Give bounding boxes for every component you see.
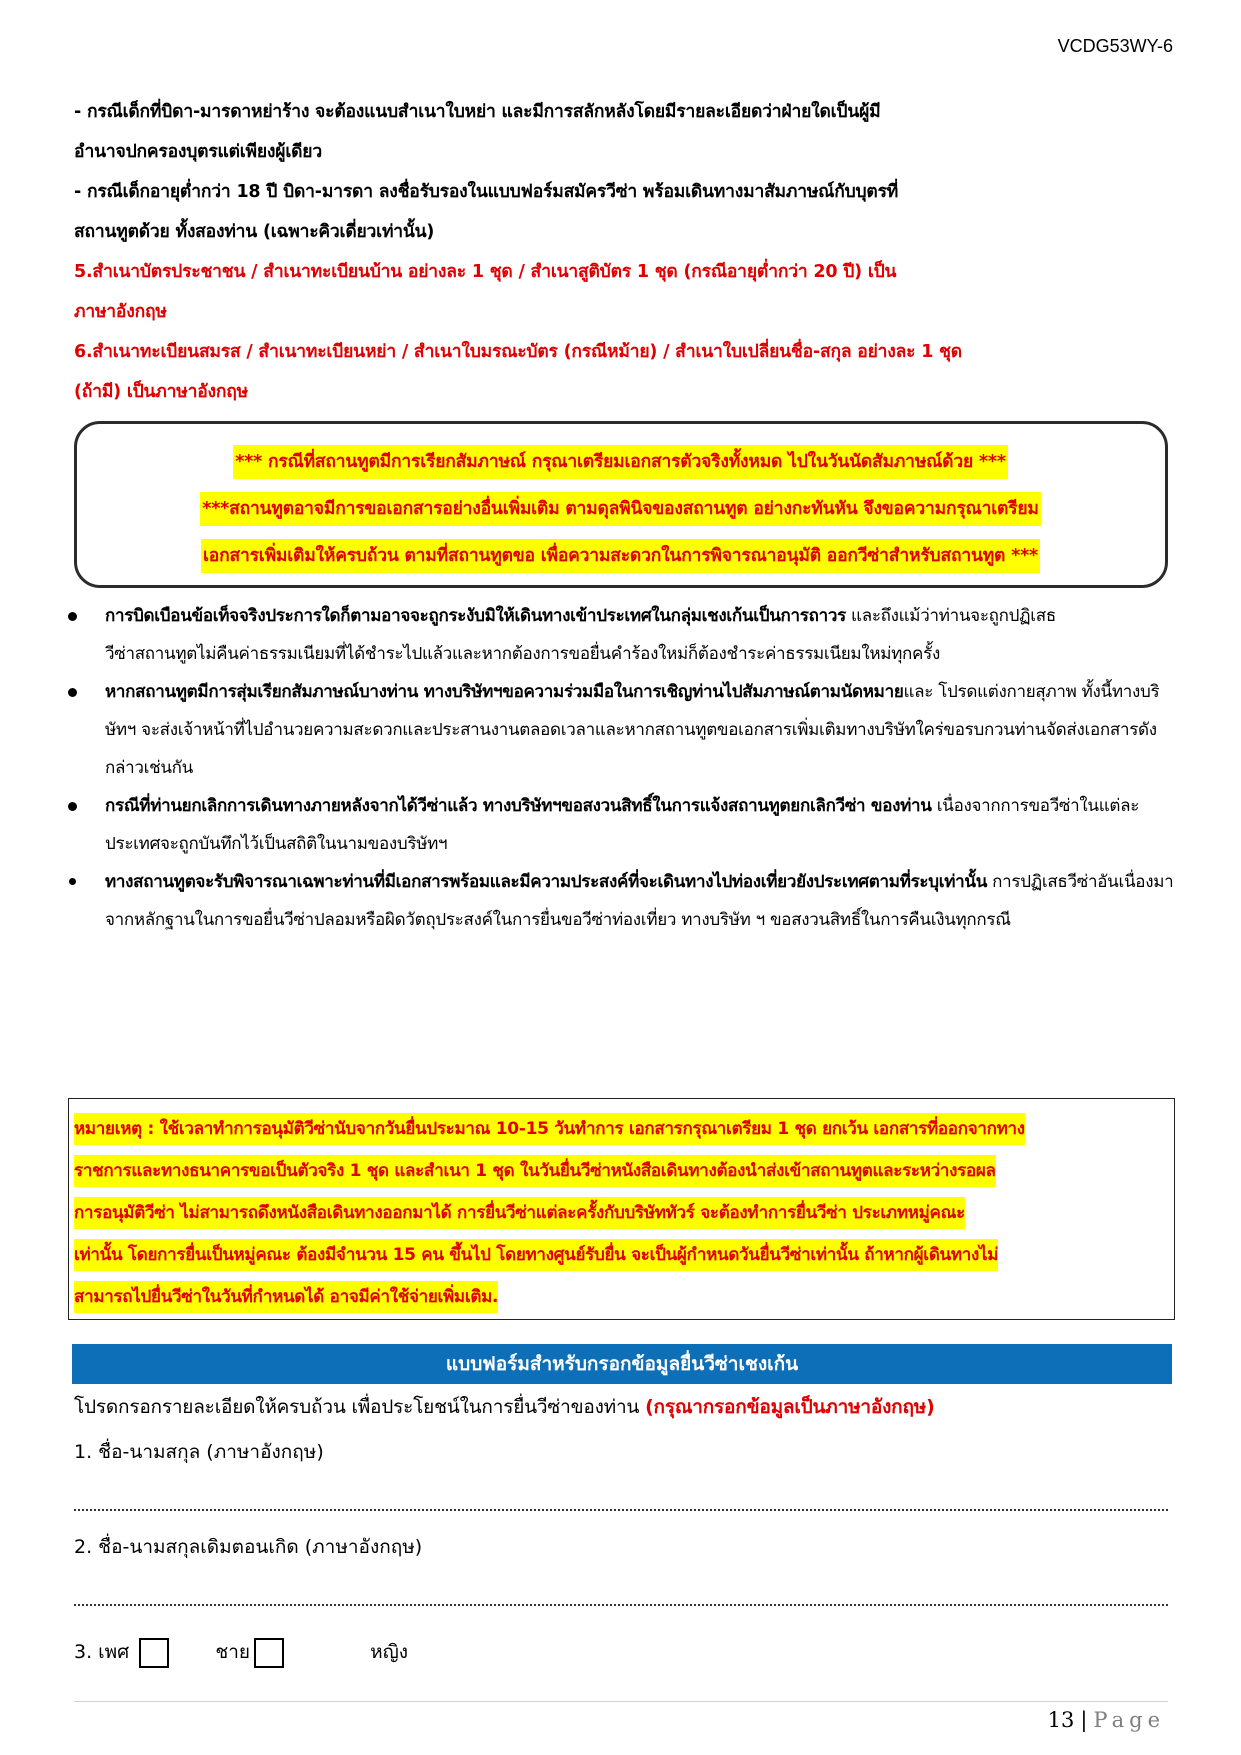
minor-note-line-1: - กรณีเด็กอายุต่ำกว่า 18 ปี บิดา-มารดา ลงชื่อรับรองในแบบฟอร์มสมัครวีซ่า พร้อมเดินทางมาสัมภาษณ์กับบุตรที่ [74,182,899,202]
list-item: การบิดเบือนข้อเท็จจริงประการใดก็ตามอาจจะถูกระงับมิให้เดินทางเข้าประเทศในกลุ่มเชงเก้นเป็นการถาวร และถึงแม้ว่าท่านจะถูกปฏิเสธ วีซ่าสถานทูตไม่คืนค่าธรรมเนียมที่ได้ชำระไปแล้วและหากต้องการขอยื่นคำร้องใหม่ก็ต้องชำระค่าธรรมเนียมใหม่ทุกครั้ง [68,597,1178,673]
bullet-icon [68,688,77,697]
minor-note-line-2: สถานทูตด้วย ทั้งสองท่าน (เฉพาะคิวเดี่ยวเท่านั้น) [74,222,435,242]
page-footer [1048,1708,1165,1732]
list-item: ทางสถานทูตจะรับพิจารณาเฉพาะท่านที่มีเอกสารพร้อมและมีความประสงค์ที่จะเดินทางไปท่องเที่ยวยังประเทศตามที่ระบุเท่านั้น การปฏิเสธวีซ่าอันเนื่องมาจากหลักฐานในการขอยื่นวีซ่าปลอมหรือผิดวัตถุประสงค์ในการยื่นขอวีซ่าท่องเที่ยว ทางบริษัท ฯ ขอสงวนสิทธิ์ในการคืนเงินทุกกรณี [68,863,1178,939]
english-required-note: (กรุณากรอกข้อมูลเป็นภาษาอังกฤษ) [645,1396,935,1418]
field-label-sex: 3. เพศ [74,1641,130,1663]
form-title: แบบฟอร์มสำหรับกรอกข้อมูลยื่นวีซ่าเชงเก้น [72,1344,1172,1384]
page-number: 13 [1047,1708,1075,1732]
field-label-birth-name: 2. ชื่อ-นามสกุลเดิมตอนเกิด (ภาษาอังกฤษ) [74,1536,423,1558]
bullet-icon [68,802,77,811]
bullet-icon [68,612,77,621]
divorce-note-line-1: - กรณีเด็กที่บิดา-มารดาหย่าร้าง จะต้องแนบสำเนาใบหย่า และมีการสลักหลังโดยมีรายละเอียดว่าฝ่ายใดเป็นผู้มี [74,102,881,122]
notice-line-1: *** กรณีที่สถานทูตมีการเรียกสัมภาษณ์ กรุณาเตรียมเอกสารตัวจริงทั้งหมด ไปในวันนัดสัมภาษณ์ด้วย *** [0,447,1241,475]
divorce-note-line-2: อำนาจปกครองบุตรแต่เพียงผู้เดียว [74,142,322,162]
form-instructions: โปรดกรอกรายละเอียดให้ครบถ้วน เพื่อประโยชน์ในการยื่นวีซ่าของท่าน (กรุณากรอกข้อมูลเป็นภาษาอังกฤษ) [74,1396,935,1418]
document-code: VCDG53WY-6 [1057,36,1173,56]
sex-field [74,1637,408,1668]
remark-line-1: หมายเหตุ : ใช้เวลาทำการอนุมัติวีซ่านับจากวันยื่นประมาณ 10-15 วันทำการ เอกสารกรุณาเตรียม 1 ชุด ยกเว้น เอกสารที่ออกจากทาง [74,1108,1170,1150]
footer-divider [74,1701,1168,1702]
field-label-full-name: 1. ชื่อ-นามสกุล (ภาษาอังกฤษ) [74,1441,324,1463]
conditions-list [68,597,1178,939]
female-label: หญิง [370,1641,409,1663]
female-checkbox[interactable] [254,1638,284,1668]
notice-line-2: ***สถานทูตอาจมีการขอเอกสารอย่างอื่นเพิ่มเติม ตามดุลพินิจของสถานทูต อย่างกะทันหัน จึงขอความกรุณาเตรียม [0,494,1241,522]
item-5-line-1: 5.สำเนาบัตรประชาชน / สำเนาทะเบียนบ้าน อย่างละ 1 ชุด / สำเนาสูติบัตร 1 ชุด (กรณีอายุต่ำกว่า 20 ปี) เป็น [74,262,897,282]
full-name-input-line[interactable] [74,1509,1168,1511]
remark-line-3: การอนุมัติวีซ่า ไม่สามารถดึงหนังสือเดินทางออกมาได้ การยื่นวีซ่าแต่ละครั้งกับบริษัททัวร์ จะต้องทำการยื่นวีซ่า ประเภทหมู่คณะ [74,1192,1170,1234]
item-6-line-1: 6.สำเนาทะเบียนสมรส / สำเนาทะเบียนหย่า / สำเนาใบมรณะบัตร (กรณีหม้าย) / สำเนาใบเปลี่ยนชื่อ-สกุล อย่างละ 1 ชุด [74,342,962,362]
footer-separator: | [1080,1708,1088,1732]
remark-box [68,1098,1175,1320]
male-label: ชาย [215,1641,251,1663]
refund-note: วีซ่าสถานทูตไม่คืนค่าธรรมเนียมที่ได้ชำระไปแล้วและหากต้องการขอยื่นคำร้องใหม่ก็ต้องชำระค่าธรรมเนียมใหม่ทุกครั้ง [105,644,940,664]
male-checkbox[interactable] [139,1638,169,1668]
remark-line-5: สามารถไปยื่นวีซ่าในวันที่กำหนดได้ อาจมีค่าใช้จ่ายเพิ่มเติม. [74,1276,1170,1318]
bullet-icon [69,878,76,885]
birth-name-input-line[interactable] [74,1604,1168,1606]
page-word: Page [1093,1708,1165,1732]
intro-section [74,92,1174,412]
item-6-line-2: (ถ้ามี) เป็นภาษาอังกฤษ [74,382,249,402]
remark-line-4: เท่านั้น โดยการยื่นเป็นหมู่คณะ ต้องมีจำนวน 15 คน ขึ้นไป โดยทางศูนย์รับยื่น จะเป็นผู้กำหนดวันยื่นวีซ่าเท่านั้น ถ้าหากผู้เดินทางไม่ [74,1234,1170,1276]
item-5-line-2: ภาษาอังกฤษ [74,302,167,322]
list-item: กรณีที่ท่านยกเลิกการเดินทางภายหลังจากได้วีซ่าแล้ว ทางบริษัทฯขอสงวนสิทธิ์ในการแจ้งสถานทูตยกเลิกวีซ่า ของท่าน เนื่องจากการขอวีซ่าในแต่ละประเทศจะถูกบันทึกไว้เป็นสถิติในนามของบริษัทฯ [68,787,1178,863]
list-item: หากสถานทูตมีการสุ่มเรียกสัมภาษณ์บางท่าน ทางบริษัทฯขอความร่วมมือในการเชิญท่านไปสัมภาษณ์ตามนัดหมายและ โปรดแต่งกายสุภาพ ทั้งนี้ทางบริษัทฯ จะส่งเจ้าหน้าที่ไปอำนวยความสะดวกและประสานงานตลอดเวลาและหากสถานทูตขอเอกสารเพิ่มเติมทางบริษัทใคร่ขอรบกวนท่านจัดส่งเอกสารดังกล่าวเช่นกัน [68,673,1178,787]
remark-line-2: ราชการและทางธนาคารขอเป็นตัวจริง 1 ชุด และสำเนา 1 ชุด ในวันยื่นวีซ่าหนังสือเดินทางต้องนำส่งเข้าสถานทูตและระหว่างรอผล [74,1150,1170,1192]
notice-line-3: เอกสารเพิ่มเติมให้ครบถ้วน ตามที่สถานทูตขอ เพื่อความสะดวกในการพิจารณาอนุมัติ ออกวีซ่าสำหรับสถานทูต *** [0,541,1241,569]
